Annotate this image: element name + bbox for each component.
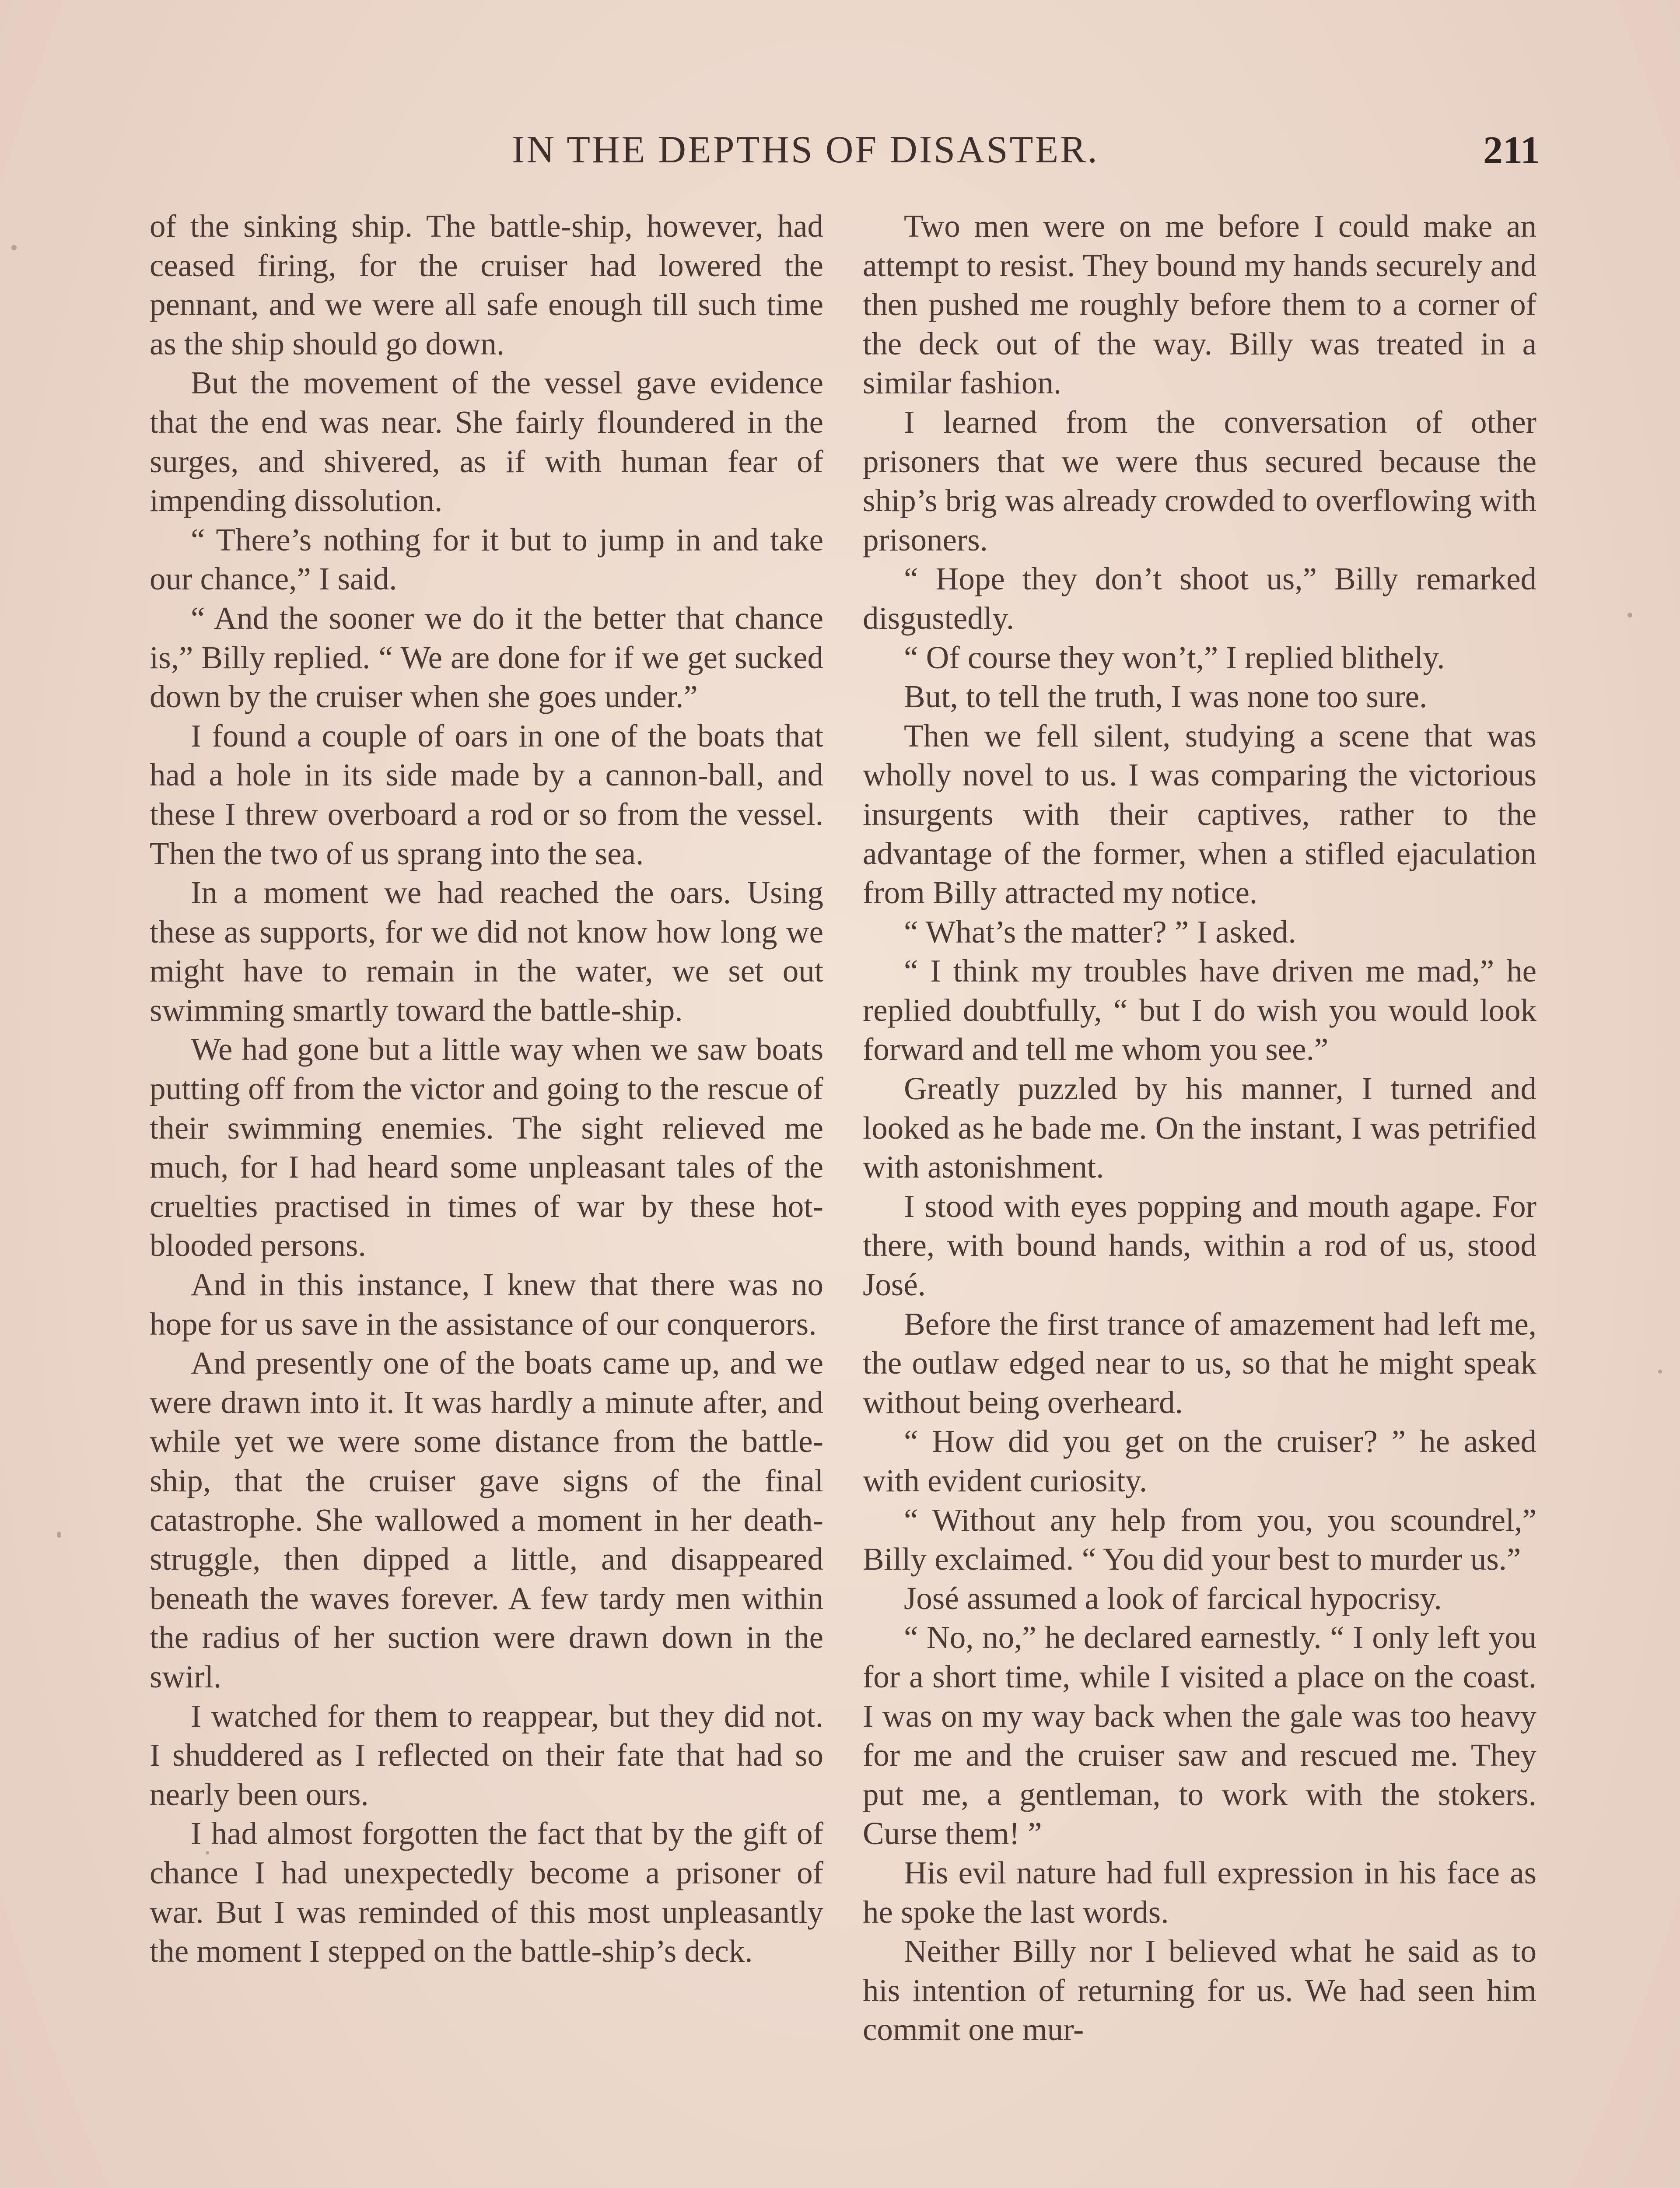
paragraph: But the movement of the vessel gave evidence that the end was near. She fairly floundered in the surges, and shivered, as if with human fear of impending dissolution. [150, 365, 823, 519]
paragraph: Neither Billy nor I believed what he said as to his intention of returning for us. We had seen him commit one mur- [863, 1933, 1536, 2048]
paragraph: I had almost forgotten the fact that by the gift of chance I had unexpectedly become a prisoner of war. But I was reminded of this most unpleasantly the moment I stepped on the battle-ship’s deck. [150, 1816, 823, 1969]
paper-speck [11, 245, 17, 250]
paragraph: And presently one of the boats came up, and we were drawn into it. It was hardly a minute after, and while yet we were some distance from the battle-ship, that the cruiser gave signs of the final catastrophe. She wallowed a moment in her death-struggle, then dipped a little, and disappeared beneath the waves forever. A few tardy men within the radius of her suction were drawn down in the swirl. [150, 1345, 823, 1694]
left-column [150, 207, 823, 1971]
paragraph: “ Of course they won’t,” I replied blithely. [904, 639, 1445, 675]
right-column [863, 207, 1536, 2049]
paragraph: “ I think my troubles have driven me mad,” he replied doubtfully, “ but I do wish you would look forward and tell me whom you see.” [863, 953, 1536, 1067]
paragraph: José assumed a look of farcical hypocrisy. [904, 1580, 1442, 1616]
paragraph: Then we fell silent, studying a scene that was wholly novel to us. I was comparing the victorious insurgents with their captives, rather to the advantage of the former, when a stifled ejaculation from Billy attracted my notice. [863, 718, 1536, 911]
paragraph: “ And the sooner we do it the better that chance is,” Billy replied. “ We are done for if we get sucked down by the cruiser when she goes under.” [150, 600, 823, 715]
paragraph: In a moment we had reached the oars. Using these as supports, for we did not know how long we might have to remain in the water, we set out swimming smartly toward the battle-ship. [150, 875, 823, 1028]
paper-speck [57, 1532, 61, 1538]
paragraph: “ Without any help from you, you scoundrel,” Billy exclaimed. “ You did your best to murder us.” [863, 1502, 1536, 1577]
paragraph: But, to tell the truth, I was none too sure. [904, 679, 1428, 715]
paragraph: Two men were on me before I could make an attempt to resist. They bound my hands securely and then pushed me roughly before them to a corner of the deck out of the way. Billy was treated in a similar fashion. [863, 208, 1536, 401]
page-header [149, 128, 1540, 180]
running-title: IN THE DEPTHS OF DISASTER. [512, 129, 1099, 171]
paragraph: “ Hope they don’t shoot us,” Billy remarked disgustedly. [863, 561, 1536, 636]
paper-speck [1658, 1370, 1662, 1374]
paper-speck [1628, 613, 1632, 617]
paragraph: I learned from the conversation of other prisoners that we were thus secured because the ship’s brig was already crowded to overflowing with prisoners. [863, 404, 1536, 558]
paragraph: His evil nature had full expression in his face as he spoke the last words. [863, 1855, 1536, 1930]
paragraph: of the sinking ship. The battle-ship, however, had ceased firing, for the cruiser had lowered the pennant, and we were all safe enough till such time as the ship should go down. [150, 208, 823, 361]
paragraph: I found a couple of oars in one of the boats that had a hole in its side made by a cannon-ball, and these I threw overboard a rod or so from the vessel. Then the two of us sprang into the sea. [150, 718, 823, 871]
paragraph: I watched for them to reappear, but they did not. I shuddered as I reflected on their fate that had so nearly been ours. [150, 1698, 823, 1812]
paragraph: Before the first trance of amazement had left me, the outlaw edged near to us, so that he might speak without being overheard. [863, 1306, 1536, 1420]
page-number: 211 [1483, 129, 1540, 172]
paragraph: “ There’s nothing for it but to jump in and take our chance,” I said. [150, 522, 823, 597]
paragraph: Greatly puzzled by his manner, I turned and looked as he bade me. On the instant, I was petrified with astonishment. [863, 1071, 1536, 1185]
paragraph: I stood with eyes popping and mouth agape. For there, with bound hands, within a rod of us, stood José. [863, 1188, 1536, 1303]
paper-speck [206, 1851, 209, 1855]
paragraph: “ No, no,” he declared earnestly. “ I only left you for a short time, while I visited a place on the coast. I was on my way back when the gale was too heavy for me and the cruiser saw and rescued me. They put me, a gentleman, to work with the stokers. Curse them! ” [863, 1620, 1536, 1851]
paragraph: We had gone but a little way when we saw boats putting off from the victor and going to the rescue of their swimming enemies. The sight relieved me much, for I had heard some unpleasant tales of the cruelties practised in times of war by these hot-blooded persons. [150, 1031, 823, 1263]
paragraph: “ How did you get on the cruiser? ” he asked with evident curiosity. [863, 1424, 1536, 1498]
paragraph: And in this instance, I knew that there was no hope for us save in the assistance of our conquerors. [150, 1267, 823, 1342]
paragraph: “ What’s the matter? ” I asked. [904, 914, 1296, 950]
